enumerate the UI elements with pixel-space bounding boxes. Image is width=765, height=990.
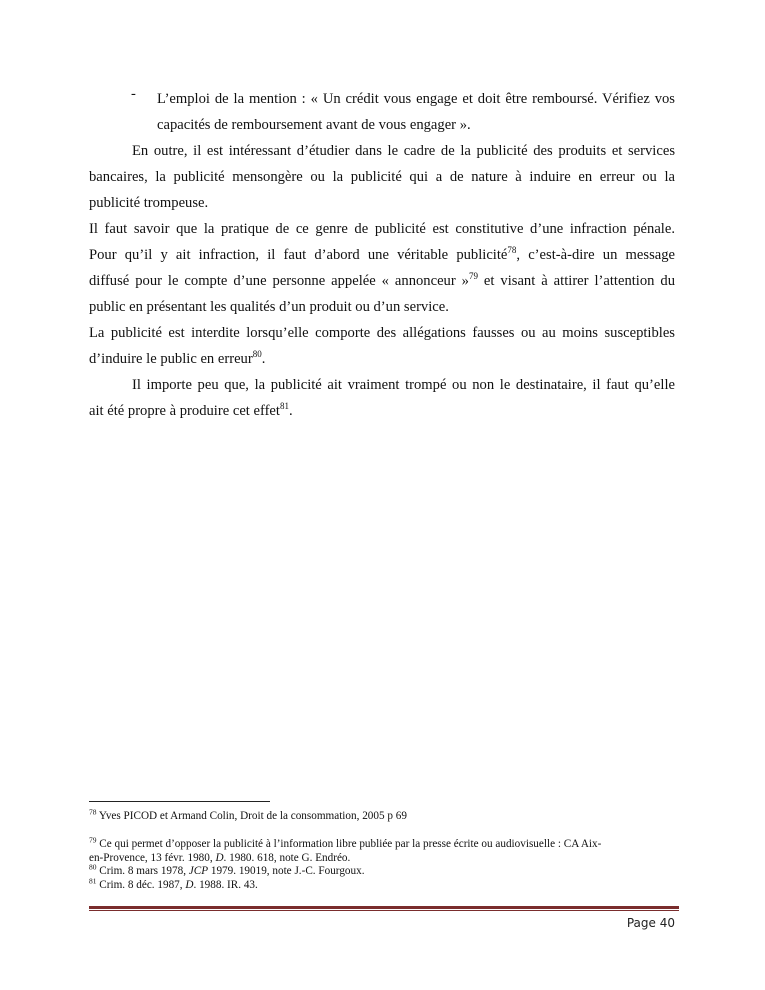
paragraph-3-line-1: La publicité est interdite lorsqu’elle comporte des allégations fausses ou au moins susceptibles xyxy=(89,325,675,341)
footer-rule-thick xyxy=(89,906,679,909)
paragraph-2-line-1: Il faut savoir que la pratique de ce genre de publicité est constitutive d’une infraction pénale. xyxy=(89,221,675,237)
paragraph-1-line-3: publicité trompeuse. xyxy=(89,195,209,211)
footnote-ref-81[interactable]: 81 xyxy=(279,401,289,412)
paragraph-3-line-2: d’induire le public en erreur$^{80}$. xyxy=(89,349,266,367)
paragraph-2-line-4: public en présentant les qualités d’un produit ou d’un service. xyxy=(89,299,449,315)
footnote-80: $^{80}$ Crim. 8 mars 1978, JCP 1979. 19019, note J.-C. Fourgoux. xyxy=(89,862,365,877)
paragraph-2-line-2: Pour qu’il y ait infraction, il faut d’abord une véritable publicité$^{78}$, c’est-à-dire un message xyxy=(89,245,675,263)
bullet-item xyxy=(157,86,675,138)
footnote-79: $^{79}$ Ce qui permet d’opposer la publicité à l’information libre publiée par la presse écrite ou audiovisuelle : CA Aix- en-Provence, 13 févr. 1980, D. 1980. 618, note G. Endréo. xyxy=(89,835,602,864)
page-number: Page 40 xyxy=(626,916,675,930)
paragraph-1-line-2: bancaires, la publicité mensongère ou la publicité qui a de nature à induire en erreur ou la xyxy=(89,169,675,185)
paragraph-2 xyxy=(89,216,675,320)
paragraph-4 xyxy=(89,372,675,424)
bullet-dash: - xyxy=(131,86,136,102)
footnote-ref-79[interactable]: 79 xyxy=(468,271,478,282)
footnote-ref-80[interactable]: 80 xyxy=(252,349,262,360)
footer-rule-thin xyxy=(89,910,679,911)
paragraph-2-line-3: diffusé pour le compte d’une personne appelée « annonceur »$^{79}$ et visant à attirer l’attention du xyxy=(89,271,676,289)
bullet-line-1: L’emploi de la mention : « Un crédit vous engage et doit être remboursé. Vérifiez vos xyxy=(157,91,675,107)
bullet-line-2: capacités de remboursement avant de vous engager ». xyxy=(157,117,471,133)
paragraph-3 xyxy=(89,320,675,372)
footnote-81: $^{81}$ Crim. 8 déc. 1987, D. 1988. IR. 43. xyxy=(89,876,258,891)
footnote-ref-78[interactable]: 78 xyxy=(507,245,517,256)
paragraph-4-line-2: ait été propre à produire cet effet$^{81}$. xyxy=(89,401,293,419)
paragraph-1 xyxy=(89,138,675,216)
footnote-separator xyxy=(89,801,270,802)
footnote-78: $^{78}$ Yves PICOD et Armand Colin, Droit de la consommation, 2005 p 69 xyxy=(89,807,407,822)
paragraph-4-line-1: Il importe peu que, la publicité ait vraiment trompé ou non le destinataire, il faut qu’elle xyxy=(132,377,675,393)
paragraph-1-line-1: En outre, il est intéressant d’étudier dans le cadre de la publicité des produits et services xyxy=(132,143,675,159)
